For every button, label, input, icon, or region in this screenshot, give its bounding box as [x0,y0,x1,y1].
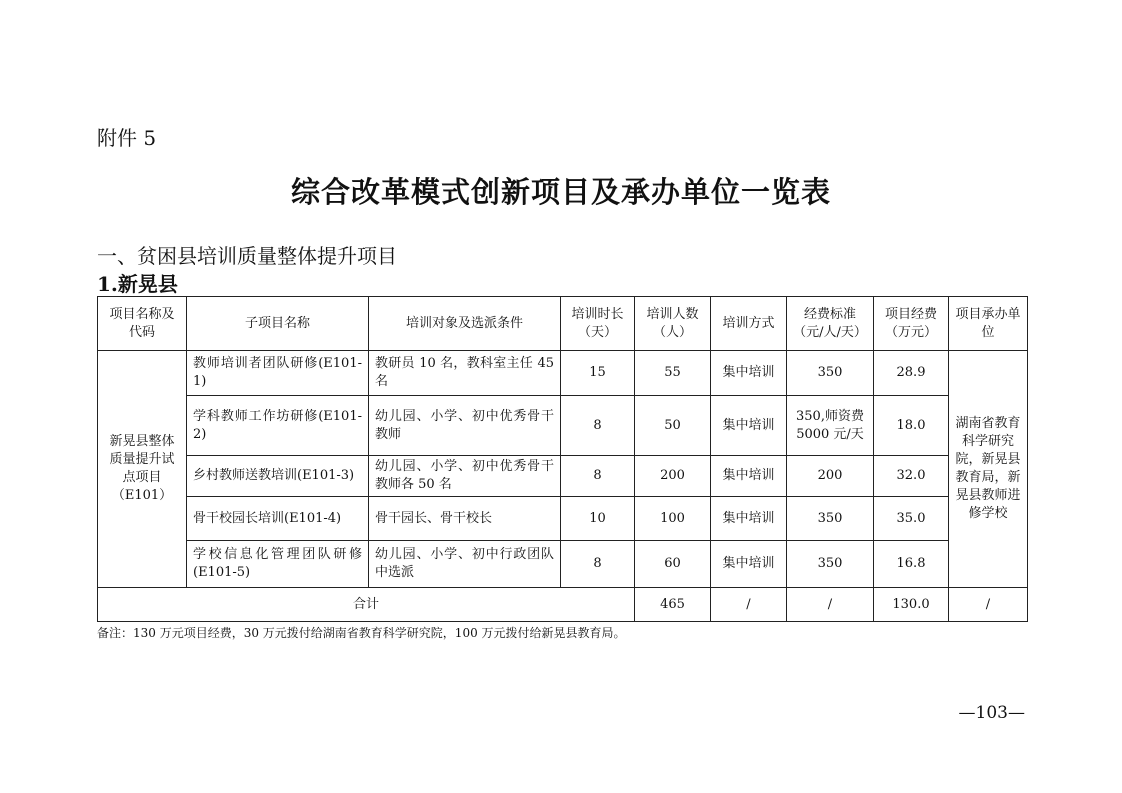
table-row [98,351,1028,396]
header-cell: 培训时长（天） [561,297,635,351]
county-heading: 1.新晃县 [97,272,178,296]
standard-cell: 350 [787,351,874,396]
funds-cell: 32.0 [874,456,949,497]
table-row [98,396,1028,456]
section-heading: 一、贫困县培训质量整体提升项目 [97,244,397,268]
table-row [98,541,1028,588]
header-cell: 子项目名称 [187,297,369,351]
standard-cell: 350 [787,497,874,541]
organizer-cell: 湖南省教育科学研究院，新晃县教育局，新晃县教师进修学校 [949,351,1028,588]
mode-cell: 集中培训 [711,541,787,588]
standard-cell: 350,师资费5000 元/天 [787,396,874,456]
total-standard-cell: / [787,588,874,622]
sub-project-cell: 骨干校园长培训(E101-4) [187,497,369,541]
total-mode-cell: / [711,588,787,622]
header-cell: 培训方式 [711,297,787,351]
header-cell: 培训人数（人） [635,297,711,351]
days-cell: 15 [561,351,635,396]
standard-cell: 200 [787,456,874,497]
total-funds-cell: 130.0 [874,588,949,622]
table-row [98,456,1028,497]
funds-cell: 18.0 [874,396,949,456]
standard-cell: 350 [787,541,874,588]
funds-cell: 35.0 [874,497,949,541]
days-cell: 8 [561,541,635,588]
document-title: 综合改革模式创新项目及承办单位一览表 [290,175,831,209]
attachment-label: 附件 5 [97,126,157,150]
header-cell: 项目经费（万元） [874,297,949,351]
mode-cell: 集中培训 [711,351,787,396]
days-cell: 8 [561,456,635,497]
funds-cell: 16.8 [874,541,949,588]
table-note: 备注：130 万元项目经费，30 万元拨付给湖南省教育科学研究院，100 万元拨付给新晃县教育局。 [97,626,626,640]
mode-cell: 集中培训 [711,456,787,497]
project-table [97,296,1028,622]
target-cell: 骨干园长、骨干校长 [369,497,561,541]
project-name-cell: 新晃县整体质量提升试点项目（E101） [98,351,187,588]
funds-cell: 28.9 [874,351,949,396]
total-row [98,588,1028,622]
people-cell: 200 [635,456,711,497]
people-cell: 50 [635,396,711,456]
sub-project-cell: 乡村教师送教培训(E101-3) [187,456,369,497]
sub-project-cell: 学科教师工作坊研修(E101-2) [187,396,369,456]
total-label-cell: 合计 [98,588,635,622]
sub-project-cell: 学校信息化管理团队研修(E101-5) [187,541,369,588]
sub-project-cell: 教师培训者团队研修(E101-1) [187,351,369,396]
days-cell: 8 [561,396,635,456]
header-cell: 项目名称及代码 [98,297,187,351]
people-cell: 60 [635,541,711,588]
total-people-cell: 465 [635,588,711,622]
mode-cell: 集中培训 [711,396,787,456]
header-cell: 项目承办单位 [949,297,1028,351]
target-cell: 教研员 10 名，教科室主任 45 名 [369,351,561,396]
days-cell: 10 [561,497,635,541]
target-cell: 幼儿园、小学、初中优秀骨干教师各 50 名 [369,456,561,497]
header-cell: 经费标准（元/人/天） [787,297,874,351]
table-header-row [98,297,1028,351]
people-cell: 55 [635,351,711,396]
header-cell: 培训对象及选派条件 [369,297,561,351]
total-organizer-cell: / [949,588,1028,622]
target-cell: 幼儿园、小学、初中优秀骨干教师 [369,396,561,456]
mode-cell: 集中培训 [711,497,787,541]
people-cell: 100 [635,497,711,541]
page-number: —103— [958,703,1025,723]
target-cell: 幼儿园、小学、初中行政团队中选派 [369,541,561,588]
table-row [98,497,1028,541]
